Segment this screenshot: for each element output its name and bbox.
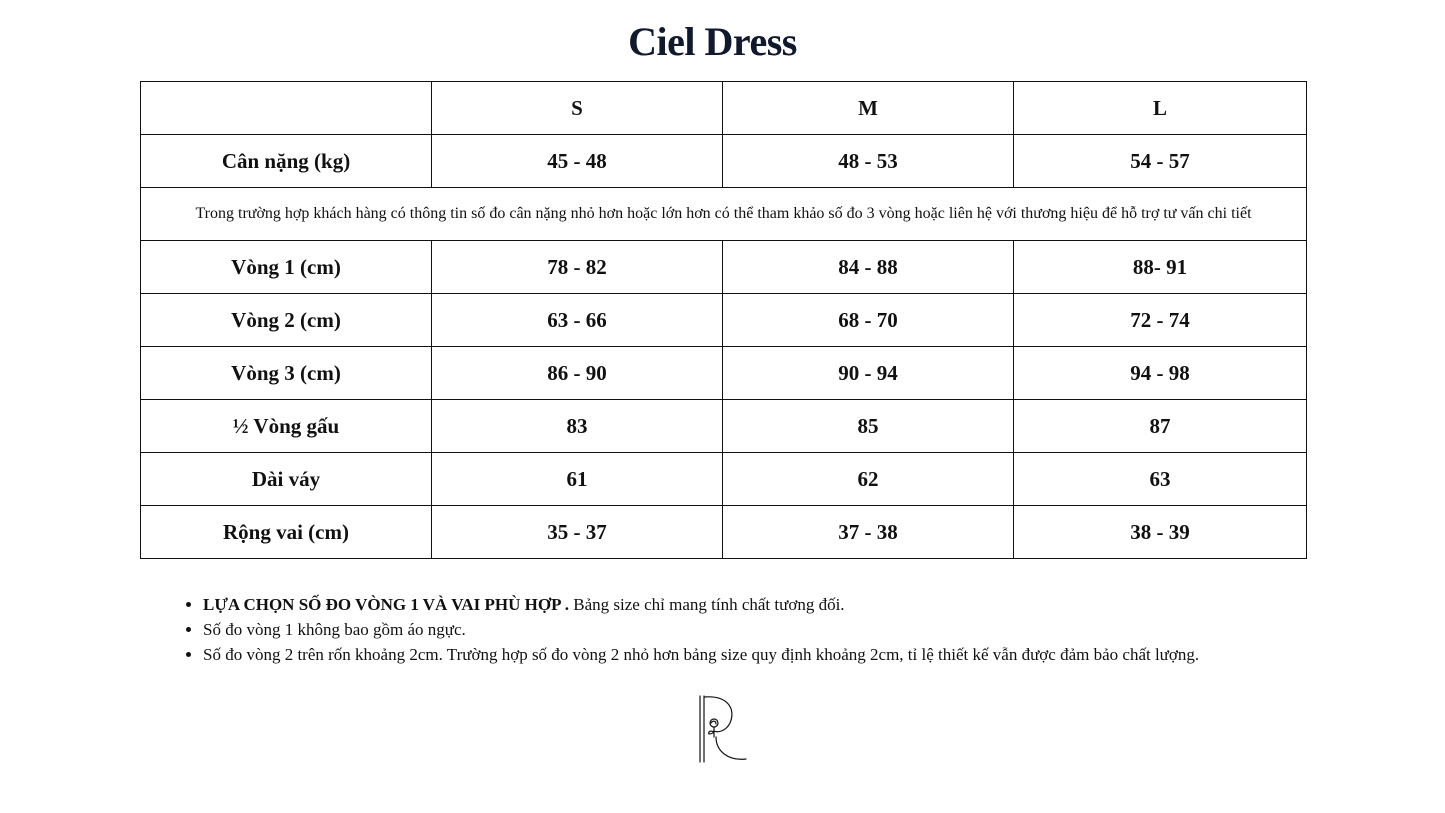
cell-value-s: 61 [432,453,723,506]
cell-value-s: 35 - 37 [432,506,723,559]
row-label: Vòng 1 (cm) [141,241,432,294]
cell-value-m: 62 [723,453,1014,506]
table-row-bust [141,241,1307,294]
cell-value-m: 37 - 38 [723,506,1014,559]
cell-value-s: 78 - 82 [432,241,723,294]
table-row-half-hem [141,400,1307,453]
cell-value-m: 90 - 94 [723,347,1014,400]
header-cell-size-m: M [723,82,1014,135]
cell-value-s: 45 - 48 [432,135,723,188]
row-label: Cân nặng (kg) [141,135,432,188]
table-row-shoulder-width [141,506,1307,559]
table-header-row [141,82,1307,135]
table-row-waist [141,294,1307,347]
cell-value-m: 85 [723,400,1014,453]
row-label: Rộng vai (cm) [141,506,432,559]
size-chart-table [140,81,1307,559]
row-label: Dài váy [141,453,432,506]
cell-value-s: 86 - 90 [432,347,723,400]
header-cell-empty [141,82,432,135]
note-emphasis: LỰA CHỌN SỐ ĐO VÒNG 1 VÀ VAI PHÙ HỢP . [203,595,570,614]
cell-value-s: 83 [432,400,723,453]
list-item [203,592,1199,617]
cell-value-l: 87 [1014,400,1307,453]
table-row-hip [141,347,1307,400]
weight-note-cell: Trong trường hợp khách hàng có thông tin số đo cân nặng nhỏ hơn hoặc lớn hơn có thể tham khảo số đo 3 vòng hoặc liên hệ với thương hiệu để hỗ trợ tư vấn chi tiết [141,188,1307,241]
note-text: Số đo vòng 1 không bao gồm áo ngực. [203,620,466,639]
notes-list [185,592,1199,667]
cell-value-m: 68 - 70 [723,294,1014,347]
row-label: ½ Vòng gấu [141,400,432,453]
brand-monogram-rose-icon [694,693,752,765]
cell-value-l: 72 - 74 [1014,294,1307,347]
cell-value-l: 38 - 39 [1014,506,1307,559]
cell-value-l: 94 - 98 [1014,347,1307,400]
list-item [203,617,1199,642]
header-cell-size-s: S [432,82,723,135]
table-row-weight [141,135,1307,188]
page-title: Ciel Dress [628,19,797,64]
row-label: Vòng 3 (cm) [141,347,432,400]
cell-value-l: 54 - 57 [1014,135,1307,188]
table-row-dress-length [141,453,1307,506]
header-cell-size-l: L [1014,82,1307,135]
cell-value-m: 48 - 53 [723,135,1014,188]
cell-value-m: 84 - 88 [723,241,1014,294]
cell-value-l: 88- 91 [1014,241,1307,294]
note-text: Số đo vòng 2 trên rốn khoảng 2cm. Trường hợp số đo vòng 2 nhỏ hơn bảng size quy định khoảng 2cm, tỉ lệ thiết kế vẫn được đảm bảo chất lượng. [203,645,1200,664]
cell-value-s: 63 - 66 [432,294,723,347]
note-text: Bảng size chỉ mang tính chất tương đối. [569,595,845,614]
table-row-note [141,188,1307,241]
list-item [203,642,1199,667]
row-label: Vòng 2 (cm) [141,294,432,347]
cell-value-l: 63 [1014,453,1307,506]
